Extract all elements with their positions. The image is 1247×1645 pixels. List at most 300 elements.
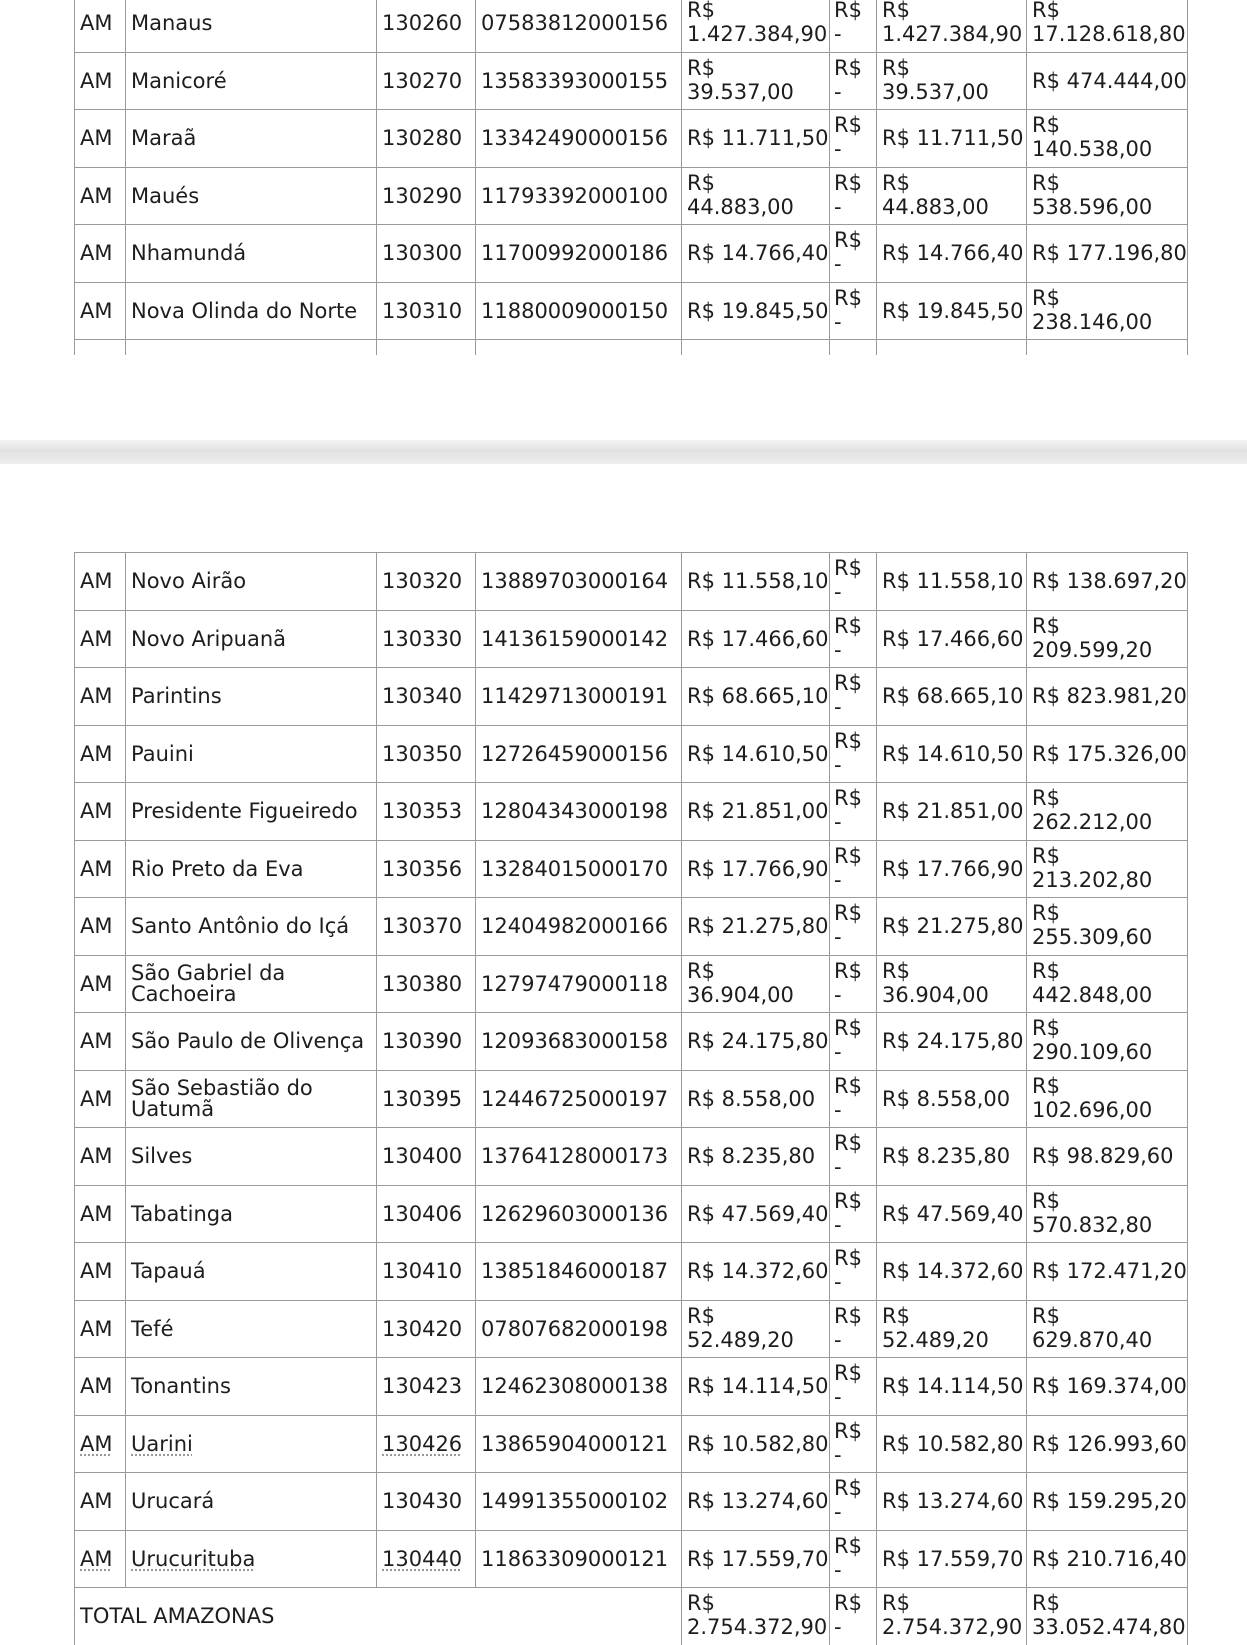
complemento-cell-line: - xyxy=(834,252,842,277)
uf-cell: AM xyxy=(75,725,126,783)
complemento-cell-line: - xyxy=(834,1385,842,1410)
municipalities-table-top xyxy=(74,0,1188,355)
complemento-cell-line: R$ xyxy=(834,1361,862,1386)
valor-mensal-cell xyxy=(877,840,1027,898)
uf-cell: AM xyxy=(75,282,126,340)
municipalities-table-bottom xyxy=(74,552,1188,1645)
valor-anual-cell-line: R$ 175.326,00 xyxy=(1032,741,1187,766)
valor-cell xyxy=(682,610,830,668)
valor-mensal-cell xyxy=(877,1358,1027,1416)
valor-mensal-cell xyxy=(877,955,1027,1013)
cnpj-cell: 12797479000118 xyxy=(476,955,682,1013)
uf-cell: AM xyxy=(75,225,126,283)
table-row xyxy=(75,0,1188,52)
valor-cell xyxy=(682,225,830,283)
valor-anual-cell xyxy=(1027,783,1188,841)
complemento-cell xyxy=(830,783,877,841)
complemento-cell xyxy=(830,610,877,668)
cnpj-cell: 13764128000173 xyxy=(476,1128,682,1186)
total-mensal-cell-line: R$ xyxy=(882,1591,910,1616)
valor-cell-line: R$ 14.114,50 xyxy=(687,1374,829,1399)
municipio-cell: Pauini xyxy=(126,725,377,783)
valor-anual-cell-line: R$ xyxy=(1032,613,1060,638)
complemento-cell xyxy=(830,1300,877,1358)
valor-mensal-cell-line: R$ 11.711,50 xyxy=(882,126,1024,151)
codigo-cell: 130400 xyxy=(377,1128,476,1186)
codigo-cell: 130300 xyxy=(377,225,476,283)
codigo-cell: 130353 xyxy=(377,783,476,841)
valor-anual-cell-line: 538.596,00 xyxy=(1032,194,1153,219)
valor-anual-cell xyxy=(1027,725,1188,783)
valor-anual-cell-line: R$ xyxy=(1032,958,1060,983)
valor-mensal-cell xyxy=(877,1300,1027,1358)
complemento-cell-line: R$ xyxy=(834,1246,862,1271)
codigo-cell: 130310 xyxy=(377,282,476,340)
valor-cell-line: R$ 21.275,80 xyxy=(687,914,829,939)
valor-cell-line: 36.904,00 xyxy=(687,982,794,1007)
valor-anual-cell xyxy=(1027,553,1188,611)
municipio-cell: Novo Airão xyxy=(126,553,377,611)
codigo-cell: 130320 xyxy=(377,553,476,611)
complemento-cell xyxy=(830,1243,877,1301)
cnpj-cell: 12726459000156 xyxy=(476,725,682,783)
cnpj-cell: 14991355000102 xyxy=(476,1473,682,1531)
uf-cell: AM xyxy=(75,1473,126,1531)
cnpj-cell: 12446725000197 xyxy=(476,1070,682,1128)
complemento-cell-line: R$ xyxy=(834,0,862,23)
complemento-cell-line: - xyxy=(834,309,842,334)
valor-mensal-cell xyxy=(877,725,1027,783)
valor-anual-cell-line: R$ xyxy=(1032,1188,1060,1213)
valor-anual-cell-line: R$ xyxy=(1032,786,1060,811)
valor-mensal-cell-line: R$ 17.559,70 xyxy=(882,1546,1024,1571)
valor-mensal-cell xyxy=(877,282,1027,340)
valor-mensal-cell xyxy=(877,1070,1027,1128)
complemento-cell xyxy=(830,668,877,726)
municipio-cell: Rio Preto da Eva xyxy=(126,840,377,898)
valor-mensal-cell-line: 1.427.384,90 xyxy=(882,22,1023,47)
table-row xyxy=(75,1013,1188,1071)
complemento-cell-line: R$ xyxy=(834,285,862,310)
complemento-cell-line: - xyxy=(834,695,842,720)
table-row xyxy=(75,1128,1188,1186)
municipio-cell: Urucará xyxy=(126,1473,377,1531)
valor-cell xyxy=(682,783,830,841)
total-valor-cell-line: R$ xyxy=(687,1591,715,1616)
valor-anual-cell-line: R$ 172.471,20 xyxy=(1032,1259,1187,1284)
valor-anual-cell xyxy=(1027,1185,1188,1243)
valor-mensal-cell xyxy=(877,0,1027,52)
cnpj-cell: 14136159000142 xyxy=(476,610,682,668)
municipio-cell: Novo Aripuanã xyxy=(126,610,377,668)
valor-anual-cell-line: 213.202,80 xyxy=(1032,867,1153,892)
valor-cell-line: R$ 24.175,80 xyxy=(687,1029,829,1054)
cnpj-cell: 11429713000191 xyxy=(476,668,682,726)
complemento-cell xyxy=(830,1530,877,1588)
complemento-cell-line: - xyxy=(834,1040,842,1065)
uf-cell: AM xyxy=(75,1128,126,1186)
codigo-cell: 130390 xyxy=(377,1013,476,1071)
valor-cell-line: R$ 19.845,50 xyxy=(687,298,829,323)
complemento-cell-line: R$ xyxy=(834,113,862,138)
valor-cell-line: 52.489,20 xyxy=(687,1327,794,1352)
valor-mensal-cell xyxy=(877,1530,1027,1588)
uf-cell: AM xyxy=(75,1358,126,1416)
uf-cell: AM xyxy=(75,955,126,1013)
valor-cell xyxy=(682,1013,830,1071)
valor-anual-cell xyxy=(1027,110,1188,168)
valor-anual-cell-line: R$ 159.295,20 xyxy=(1032,1489,1187,1514)
uf-cell: AM xyxy=(75,1070,126,1128)
complemento-cell-line: - xyxy=(834,137,842,162)
valor-cell-line: R$ 17.466,60 xyxy=(687,626,829,651)
valor-anual-cell-line: 102.696,00 xyxy=(1032,1097,1153,1122)
valor-cell-line: 44.883,00 xyxy=(687,194,794,219)
valor-anual-cell-line: R$ 177.196,80 xyxy=(1032,241,1187,266)
complemento-cell-line: R$ xyxy=(834,1131,862,1156)
cut-cell xyxy=(877,340,1027,356)
valor-cell xyxy=(682,52,830,110)
total-complemento-cell-line: R$ xyxy=(834,1591,862,1616)
complemento-cell-line: R$ xyxy=(834,228,862,253)
valor-cell-line: R$ 8.235,80 xyxy=(687,1144,816,1169)
valor-anual-cell-line: 442.848,00 xyxy=(1032,982,1153,1007)
valor-cell-line: R$ 14.766,40 xyxy=(687,241,829,266)
valor-anual-cell-line: R$ xyxy=(1032,285,1060,310)
valor-anual-cell-line: 140.538,00 xyxy=(1032,137,1153,162)
table-row xyxy=(75,1070,1188,1128)
cut-cell xyxy=(126,340,377,356)
complemento-cell-line: R$ xyxy=(834,1188,862,1213)
valor-anual-cell-line: R$ 126.993,60 xyxy=(1032,1431,1187,1456)
table-row xyxy=(75,1473,1188,1531)
valor-anual-cell-line: R$ xyxy=(1032,0,1060,23)
valor-mensal-cell-line: R$ 17.466,60 xyxy=(882,626,1024,651)
valor-anual-cell xyxy=(1027,840,1188,898)
complemento-cell xyxy=(830,0,877,52)
valor-anual-cell-line: 570.832,80 xyxy=(1032,1212,1153,1237)
valor-mensal-cell xyxy=(877,1013,1027,1071)
complemento-cell-line: - xyxy=(834,1442,842,1467)
codigo-cell: 130260 xyxy=(377,0,476,52)
complemento-cell-line: R$ xyxy=(834,1016,862,1041)
valor-cell-line: R$ xyxy=(687,958,715,983)
codigo-cell: 130290 xyxy=(377,167,476,225)
valor-cell xyxy=(682,725,830,783)
complemento-cell-line: R$ xyxy=(834,728,862,753)
cnpj-cell: 07583812000156 xyxy=(476,0,682,52)
municipio-cell: Santo Antônio do Içá xyxy=(126,898,377,956)
uf-cell: AM xyxy=(75,1415,126,1473)
table-row xyxy=(75,1530,1188,1588)
cnpj-cell: 13284015000170 xyxy=(476,840,682,898)
total-anual-cell xyxy=(1027,1588,1188,1645)
complemento-cell-line: - xyxy=(834,1327,842,1352)
uf-cell: AM xyxy=(75,898,126,956)
valor-mensal-cell xyxy=(877,110,1027,168)
valor-anual-cell-line: 255.309,60 xyxy=(1032,925,1153,950)
valor-anual-cell-line: R$ xyxy=(1032,1303,1060,1328)
valor-cell xyxy=(682,553,830,611)
complemento-cell xyxy=(830,1013,877,1071)
total-complemento-cell xyxy=(830,1588,877,1645)
total-row xyxy=(75,1588,1188,1645)
uf-cell: AM xyxy=(75,1185,126,1243)
table-row xyxy=(75,610,1188,668)
cut-cell xyxy=(682,340,830,356)
valor-anual-cell xyxy=(1027,1243,1188,1301)
valor-mensal-cell-line: R$ xyxy=(882,0,910,23)
valor-cell xyxy=(682,898,830,956)
valor-anual-cell xyxy=(1027,282,1188,340)
table-row xyxy=(75,898,1188,956)
valor-anual-cell xyxy=(1027,1530,1188,1588)
valor-cell-line: R$ 17.559,70 xyxy=(687,1546,829,1571)
valor-cell xyxy=(682,1473,830,1531)
table-row xyxy=(75,840,1188,898)
complemento-cell xyxy=(830,282,877,340)
cut-cell xyxy=(830,340,877,356)
complemento-cell-line: - xyxy=(834,1155,842,1180)
valor-anual-cell xyxy=(1027,225,1188,283)
complemento-cell xyxy=(830,955,877,1013)
valor-anual-cell xyxy=(1027,1128,1188,1186)
valor-mensal-cell-line: R$ 8.235,80 xyxy=(882,1144,1011,1169)
valor-mensal-cell-line: R$ 21.275,80 xyxy=(882,914,1024,939)
valor-cell xyxy=(682,1070,830,1128)
valor-mensal-cell-line: R$ xyxy=(882,170,910,195)
valor-cell-line: R$ xyxy=(687,0,715,23)
valor-cell-line: R$ 17.766,90 xyxy=(687,856,829,881)
cut-cell xyxy=(377,340,476,356)
complemento-cell-line: R$ xyxy=(834,1533,862,1558)
codigo-cell: 130356 xyxy=(377,840,476,898)
codigo-cell: 130370 xyxy=(377,898,476,956)
municipio-cell: São Gabriel da Cachoeira xyxy=(126,955,377,1013)
table-row xyxy=(75,725,1188,783)
valor-mensal-cell-line: R$ 17.766,90 xyxy=(882,856,1024,881)
codigo-cell: 130430 xyxy=(377,1473,476,1531)
valor-mensal-cell-line: R$ 14.610,50 xyxy=(882,741,1024,766)
table-row xyxy=(75,553,1188,611)
uf-cell: AM xyxy=(75,668,126,726)
table-row xyxy=(75,225,1188,283)
page-separator xyxy=(0,440,1247,464)
valor-anual-cell-line: 17.128.618,80 xyxy=(1032,22,1186,47)
valor-anual-cell xyxy=(1027,1415,1188,1473)
codigo-cell: 130270 xyxy=(377,52,476,110)
valor-cell xyxy=(682,1185,830,1243)
valor-mensal-cell-line: R$ 14.372,60 xyxy=(882,1259,1024,1284)
complemento-cell xyxy=(830,1415,877,1473)
table-row xyxy=(75,110,1188,168)
complemento-cell xyxy=(830,1473,877,1531)
complemento-cell xyxy=(830,898,877,956)
table-row xyxy=(75,52,1188,110)
codigo-cell: 130330 xyxy=(377,610,476,668)
valor-anual-cell-line: R$ xyxy=(1032,113,1060,138)
valor-cell-line: R$ xyxy=(687,55,715,80)
valor-mensal-cell xyxy=(877,1243,1027,1301)
valor-anual-cell-line: R$ 210.716,40 xyxy=(1032,1546,1187,1571)
cnpj-cell: 12462308000138 xyxy=(476,1358,682,1416)
complemento-cell-line: R$ xyxy=(834,55,862,80)
valor-cell xyxy=(682,1530,830,1588)
cnpj-cell: 11880009000150 xyxy=(476,282,682,340)
complemento-cell-line: R$ xyxy=(834,843,862,868)
complemento-cell xyxy=(830,553,877,611)
codigo-cell: 130440 xyxy=(377,1530,476,1588)
complemento-cell-line: R$ xyxy=(834,671,862,696)
complemento-cell-line: R$ xyxy=(834,786,862,811)
codigo-cell: 130406 xyxy=(377,1185,476,1243)
complemento-cell xyxy=(830,167,877,225)
uf-cell: AM xyxy=(75,110,126,168)
table-row xyxy=(75,668,1188,726)
valor-cell-line: 39.537,00 xyxy=(687,79,794,104)
total-anual-cell-line: R$ xyxy=(1032,1591,1060,1616)
cnpj-cell: 11700992000186 xyxy=(476,225,682,283)
valor-mensal-cell-line: R$ xyxy=(882,1303,910,1328)
valor-cell-line: R$ 11.558,10 xyxy=(687,569,829,594)
table-row xyxy=(75,955,1188,1013)
valor-anual-cell xyxy=(1027,955,1188,1013)
complemento-cell-line: - xyxy=(834,810,842,835)
cut-cell xyxy=(476,340,682,356)
cnpj-cell: 13851846000187 xyxy=(476,1243,682,1301)
valor-anual-cell xyxy=(1027,898,1188,956)
valor-anual-cell-line: R$ xyxy=(1032,843,1060,868)
valor-cell xyxy=(682,1300,830,1358)
municipio-cell: Uarini xyxy=(126,1415,377,1473)
valor-mensal-cell xyxy=(877,1473,1027,1531)
complemento-cell-line: - xyxy=(834,925,842,950)
total-complemento-cell-line: - xyxy=(834,1615,842,1640)
valor-mensal-cell-line: R$ 11.558,10 xyxy=(882,569,1024,594)
complemento-cell-line: - xyxy=(834,194,842,219)
table-row xyxy=(75,783,1188,841)
cut-cell xyxy=(1027,340,1188,356)
uf-cell: AM xyxy=(75,1300,126,1358)
total-label: TOTAL AMAZONAS xyxy=(75,1588,682,1645)
uf-cell: AM xyxy=(75,840,126,898)
valor-cell-line: R$ 10.582,80 xyxy=(687,1431,829,1456)
valor-anual-cell xyxy=(1027,1300,1188,1358)
valor-cell xyxy=(682,0,830,52)
cnpj-cell: 12093683000158 xyxy=(476,1013,682,1071)
complemento-cell-line: R$ xyxy=(834,556,862,581)
complemento-cell-line: - xyxy=(834,637,842,662)
complemento-cell-line: - xyxy=(834,1212,842,1237)
valor-cell-line: R$ 21.851,00 xyxy=(687,799,829,824)
codigo-cell: 130280 xyxy=(377,110,476,168)
valor-anual-cell-line: R$ xyxy=(1032,170,1060,195)
valor-anual-cell-line: R$ 169.374,00 xyxy=(1032,1374,1187,1399)
valor-cell xyxy=(682,1415,830,1473)
complemento-cell-line: - xyxy=(834,752,842,777)
municipio-cell: Maués xyxy=(126,167,377,225)
municipio-cell: Parintins xyxy=(126,668,377,726)
valor-mensal-cell-line: R$ 19.845,50 xyxy=(882,298,1024,323)
valor-anual-cell xyxy=(1027,668,1188,726)
complemento-cell-line: - xyxy=(834,982,842,1007)
valor-cell-line: R$ 14.372,60 xyxy=(687,1259,829,1284)
valor-cell xyxy=(682,1358,830,1416)
complemento-cell-line: R$ xyxy=(834,613,862,638)
table-row xyxy=(75,1243,1188,1301)
cnpj-cell: 13342490000156 xyxy=(476,110,682,168)
valor-anual-cell xyxy=(1027,1473,1188,1531)
uf-cell: AM xyxy=(75,167,126,225)
valor-anual-cell xyxy=(1027,0,1188,52)
complemento-cell-line: - xyxy=(834,22,842,47)
complemento-cell-line: - xyxy=(834,1557,842,1582)
total-mensal-cell-line: 2.754.372,90 xyxy=(882,1615,1023,1640)
complemento-cell xyxy=(830,225,877,283)
table-row xyxy=(75,1300,1188,1358)
valor-mensal-cell-line: 39.537,00 xyxy=(882,79,989,104)
complemento-cell-line: - xyxy=(834,1270,842,1295)
valor-cell-line: R$ 8.558,00 xyxy=(687,1086,816,1111)
municipio-cell: Tabatinga xyxy=(126,1185,377,1243)
valor-cell xyxy=(682,1243,830,1301)
valor-cell-line: R$ 68.665,10 xyxy=(687,684,829,709)
complemento-cell xyxy=(830,1128,877,1186)
valor-anual-cell-line: R$ 474.444,00 xyxy=(1032,68,1187,93)
municipio-cell: Tonantins xyxy=(126,1358,377,1416)
municipio-cell: Tefé xyxy=(126,1300,377,1358)
total-mensal-cell xyxy=(877,1588,1027,1645)
valor-mensal-cell xyxy=(877,1185,1027,1243)
municipio-cell: Silves xyxy=(126,1128,377,1186)
complemento-cell-line: - xyxy=(834,1097,842,1122)
table-row xyxy=(75,1358,1188,1416)
valor-anual-cell-line: R$ 823.981,20 xyxy=(1032,684,1187,709)
total-valor-cell xyxy=(682,1588,830,1645)
table-row-cut xyxy=(75,340,1188,356)
valor-mensal-cell xyxy=(877,52,1027,110)
codigo-cell: 130420 xyxy=(377,1300,476,1358)
cnpj-cell: 11793392000100 xyxy=(476,167,682,225)
valor-anual-cell-line: 209.599,20 xyxy=(1032,637,1153,662)
complemento-cell-line: R$ xyxy=(834,1303,862,1328)
valor-mensal-cell-line: 36.904,00 xyxy=(882,982,989,1007)
complemento-cell-line: R$ xyxy=(834,170,862,195)
valor-anual-cell xyxy=(1027,167,1188,225)
cnpj-cell: 13583393000155 xyxy=(476,52,682,110)
uf-cell: AM xyxy=(75,553,126,611)
municipio-cell: Presidente Figueiredo xyxy=(126,783,377,841)
codigo-cell: 130380 xyxy=(377,955,476,1013)
cnpj-cell: 12629603000136 xyxy=(476,1185,682,1243)
uf-cell: AM xyxy=(75,0,126,52)
cnpj-cell: 07807682000198 xyxy=(476,1300,682,1358)
valor-anual-cell-line: R$ 138.697,20 xyxy=(1032,569,1187,594)
valor-cell xyxy=(682,668,830,726)
valor-mensal-cell-line: R$ 10.582,80 xyxy=(882,1431,1024,1456)
municipio-cell: São Sebastião do Uatumã xyxy=(126,1070,377,1128)
complemento-cell-line: R$ xyxy=(834,901,862,926)
cnpj-cell: 13865904000121 xyxy=(476,1415,682,1473)
valor-anual-cell-line: 262.212,00 xyxy=(1032,810,1153,835)
table-row xyxy=(75,282,1188,340)
uf-cell: AM xyxy=(75,1530,126,1588)
complemento-cell-line: - xyxy=(834,580,842,605)
uf-cell: AM xyxy=(75,1013,126,1071)
complemento-cell xyxy=(830,52,877,110)
valor-anual-cell xyxy=(1027,1013,1188,1071)
valor-anual-cell xyxy=(1027,1358,1188,1416)
